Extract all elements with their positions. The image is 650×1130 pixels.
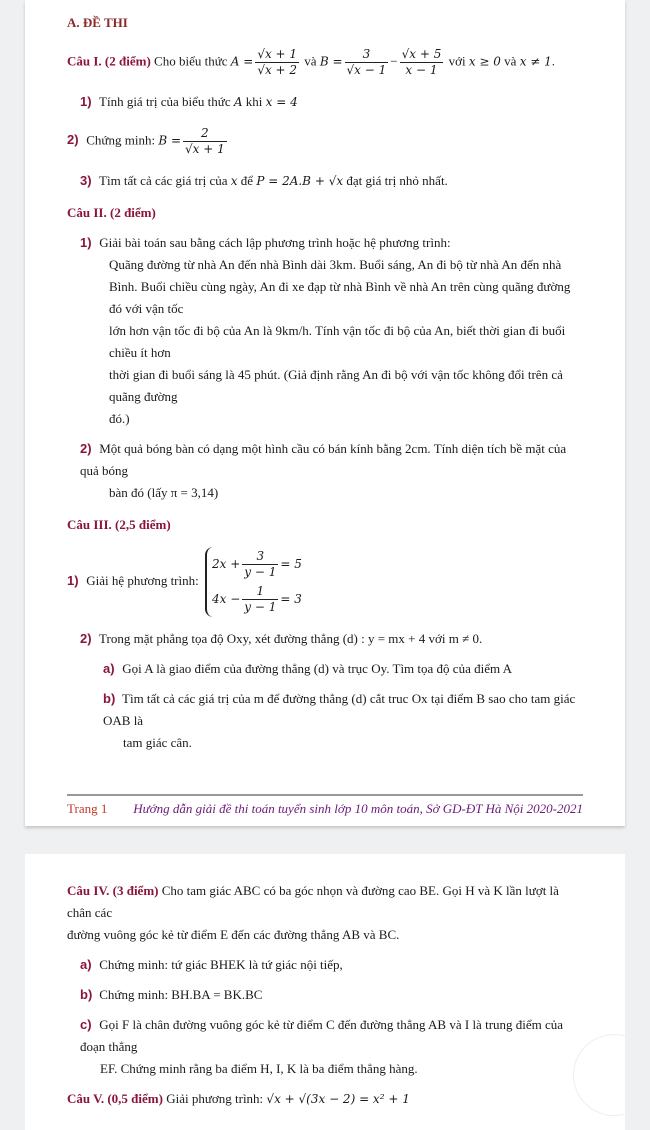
q3-item-2b xyxy=(67,688,583,754)
item-number: c) xyxy=(80,1017,92,1032)
q4-item-a xyxy=(67,954,583,976)
text: để xyxy=(240,173,254,188)
q4-item-b xyxy=(67,984,583,1006)
text: Quãng đường từ nhà An đến nhà Bình dài 3km. Buổi sáng, An đi bộ từ nhà An đến nhà xyxy=(109,257,562,272)
text: đó.) xyxy=(109,411,130,426)
text: và xyxy=(304,53,317,69)
text: khi xyxy=(245,94,263,109)
question-label: Câu I. (2 điểm) xyxy=(67,53,151,69)
text: tam giác cân. xyxy=(123,735,192,750)
fraction: $\frac{2}{√x + 1}$ xyxy=(185,126,225,156)
text: Gọi F là chân đường vuông góc kẻ từ điểm C đến đường thẳng AB và I là trung điểm của đoạn thẳng xyxy=(80,1017,564,1054)
math: x = 4 xyxy=(265,95,298,109)
text: Cho biểu thức xyxy=(154,53,228,69)
footer-title: Hướng dẫn giải đề thi toán tuyển sinh lớp 10 môn toán, Sở GD-ĐT Hà Nội 2020-2021 xyxy=(133,801,583,816)
item-number: b) xyxy=(103,691,116,706)
question-4: Câu IV. (3 điểm) Cho tam giác ABC có ba góc nhọn và đường cao BE. Gọi H và K lần lượt là chân các đường vuông góc kẻ từ điểm E đến các đường thẳng AB và BC. xyxy=(67,880,583,946)
question-1 xyxy=(67,42,583,83)
math: x xyxy=(230,174,238,188)
section-title: A. ĐỀ THI xyxy=(67,15,128,30)
text: lớn hơn vận tốc đi bộ của An là 9km/h. Tính vận tốc đi bộ của An, biết thời gian đi buổi chiều ít hơn xyxy=(109,323,566,360)
item-number: a) xyxy=(103,661,115,676)
text: Chứng minh: tứ giác BHEK là tứ giác nội tiếp, xyxy=(99,957,343,972)
q1-item-3 xyxy=(67,170,583,192)
fraction: $\frac{√x + 5}{x - 1}$ xyxy=(401,47,442,77)
text: Giải bài toán sau bằng cách lập phương trình hoặc hệ phương trình: xyxy=(99,235,451,250)
question-2-label: Câu II. (2 điểm) xyxy=(67,205,156,220)
math: B = xyxy=(158,133,181,148)
text: với xyxy=(448,53,466,69)
text: Tìm tất cả các giá trị của xyxy=(99,173,228,188)
page-number: Trang 1 xyxy=(67,801,108,816)
item-number: 2) xyxy=(80,631,92,646)
text: Gọi A là giao điểm của đường thẳng (d) và trục Oy. Tìm tọa độ của điểm A xyxy=(122,661,513,676)
math: B = xyxy=(319,54,343,69)
equation-system: 2x + $\frac{3}{y - 1}$ = 5 4x − $\frac{1}{y - 1}$ = 3 xyxy=(205,547,302,617)
text: . xyxy=(551,53,556,69)
item-number: a) xyxy=(80,957,92,972)
math: − xyxy=(390,53,398,69)
text: bàn đó (lấy π = 3,14) xyxy=(109,485,219,500)
text: Giải phương trình: xyxy=(166,1091,264,1106)
text: đạt giá trị nhỏ nhất. xyxy=(346,173,448,188)
text: Giải hệ phương trình: xyxy=(86,572,199,588)
item-number: 1) xyxy=(67,572,79,588)
fraction: $\frac{√x + 1}{√x + 2}$ xyxy=(257,47,298,77)
item-number: 3) xyxy=(80,173,92,188)
text: Chứng minh: BH.BA = BK.BC xyxy=(99,987,263,1002)
q4-item-c xyxy=(67,1014,583,1080)
math: A = xyxy=(230,54,254,69)
math: x ≠ 1 xyxy=(519,54,552,69)
q3-item-2a xyxy=(67,658,583,680)
item-number: 2) xyxy=(67,132,79,148)
math: A xyxy=(233,95,243,109)
footer-divider xyxy=(67,794,583,796)
text: Tìm tất cả các giá trị của m để đường thẳng (d) cắt truc Ox tại điểm B sao cho tam giác OAB là xyxy=(103,691,576,728)
item-number: 1) xyxy=(80,94,92,109)
text: và xyxy=(504,53,517,69)
text: Một quả bóng bàn có dạng một hình cầu có bán kính bằng 2cm. Tính diện tích bề mặt của quả bóng xyxy=(80,441,567,478)
q3-item-1 xyxy=(67,544,583,620)
fraction: $\frac{3}{√x - 1}$ xyxy=(346,47,387,77)
page-footer xyxy=(67,800,583,818)
item-number: 2) xyxy=(80,441,92,456)
item-number: 1) xyxy=(80,235,92,250)
text: Trong mặt phẳng tọa độ Oxy, xét đường thẳng (d) : y = mx + 4 với m ≠ 0. xyxy=(99,631,483,646)
q1-item-1 xyxy=(67,91,583,113)
q2-item-2 xyxy=(67,438,583,504)
text: Chứng minh: xyxy=(86,132,156,148)
text: Tính giá trị của biểu thức xyxy=(99,94,231,109)
question-3-label: Câu III. (2,5 điểm) xyxy=(67,517,171,532)
q3-item-2 xyxy=(67,628,583,650)
question-5: Câu V. (0,5 điểm) Giải phương trình: √x + √(3x − 2) = x² + 1 xyxy=(67,1091,410,1106)
text: EF. Chứng minh rằng ba điểm H, I, K là ba điểm thẳng hàng. xyxy=(100,1061,418,1076)
text: Cho tam giác ABC có ba góc nhọn và đường cao BE. Gọi H và K lần lượt là chân các xyxy=(67,883,559,920)
text: thời gian đi buổi sáng là 45 phút. (Giả định rằng An đi bộ với vận tốc không đổi trên cả quãng đường xyxy=(109,367,563,404)
math: x ≥ 0 xyxy=(468,54,501,69)
q2-item-1 xyxy=(67,232,583,430)
text: đường vuông góc kẻ từ điểm E đến các đường thẳng AB và BC. xyxy=(67,927,400,942)
item-number: b) xyxy=(80,987,93,1002)
q1-item-2 xyxy=(67,121,583,162)
math: P = 2A.B + √x xyxy=(256,174,344,188)
text: Bình. Buổi chiều cùng ngày, An đi xe đạp từ nhà Bình về nhà An trên cùng quãng đường đó với vận tốc xyxy=(109,279,571,316)
page-1 xyxy=(25,0,625,826)
page-2 xyxy=(25,854,625,1130)
math: √x + √(3x − 2) = x² + 1 xyxy=(266,1092,410,1106)
